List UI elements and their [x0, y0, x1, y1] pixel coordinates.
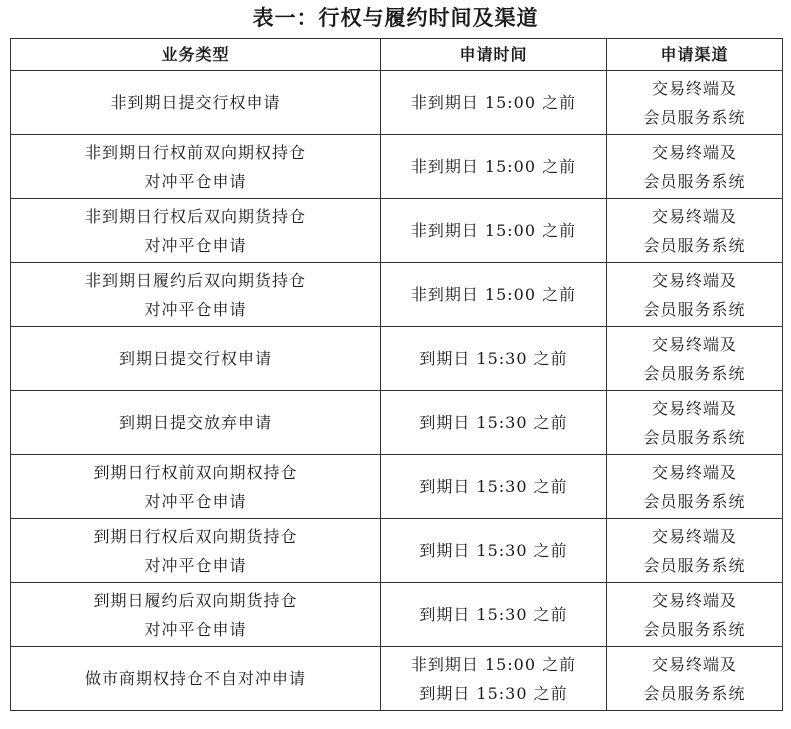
cell-text-line: 会员服务系统: [643, 619, 746, 639]
cell-text-line: 到期日 15:30 之前: [419, 605, 568, 624]
cell-text-line: 到期日 15:30 之前: [419, 477, 568, 496]
application-time-cell: [381, 71, 607, 135]
cell-text-line: 到期日 15:30 之前: [419, 541, 568, 560]
cell-text-line: 交易终端及: [651, 590, 737, 610]
application-channel-cell: [607, 647, 783, 711]
cell-text-line: 交易终端及: [651, 206, 737, 226]
table-header-row: [11, 39, 783, 71]
business-type-cell: [11, 327, 381, 391]
cell-text-line: 会员服务系统: [643, 427, 746, 447]
business-type-cell: [11, 583, 381, 647]
exercise-schedule-table: [10, 38, 783, 711]
application-channel-cell: [607, 199, 783, 263]
cell-text-line: 交易终端及: [651, 78, 737, 98]
table-row: [11, 647, 783, 711]
cell-text-line: 非到期日行权后双向期货持仓: [84, 206, 306, 226]
application-channel-cell: [607, 263, 783, 327]
application-time-cell: [381, 327, 607, 391]
application-channel-cell: [607, 519, 783, 583]
table-body: [11, 71, 783, 711]
cell-text-line: 会员服务系统: [643, 107, 746, 127]
cell-text-line: 对冲平仓申请: [144, 235, 247, 255]
cell-text-line: 到期日行权后双向期货持仓: [93, 526, 298, 546]
cell-text-line: 非到期日 15:00 之前: [410, 157, 577, 176]
cell-text-line: 对冲平仓申请: [144, 619, 247, 639]
table-row: [11, 199, 783, 263]
cell-text-line: 会员服务系统: [643, 555, 746, 575]
cell-text-line: 交易终端及: [651, 654, 737, 674]
business-type-cell: [11, 135, 381, 199]
table-row: [11, 327, 783, 391]
business-type-cell: [11, 71, 381, 135]
cell-text-line: 会员服务系统: [643, 171, 746, 191]
cell-text-line: 会员服务系统: [643, 491, 746, 511]
cell-text-line: 非到期日提交行权申请: [110, 93, 281, 112]
table-row: [11, 455, 783, 519]
application-channel-cell: [607, 455, 783, 519]
header-business-type: 业务类型: [11, 39, 381, 71]
header-application-channel: 申请渠道: [607, 39, 783, 71]
cell-text-line: 对冲平仓申请: [144, 555, 247, 575]
cell-text-line: 交易终端及: [651, 462, 737, 482]
cell-text-line: 交易终端及: [651, 526, 737, 546]
cell-text-line: 非到期日 15:00 之前: [410, 221, 577, 240]
business-type-cell: [11, 519, 381, 583]
cell-text-line: 到期日提交行权申请: [118, 349, 272, 368]
cell-text-line: 非到期日 15:00 之前: [410, 93, 577, 112]
business-type-cell: [11, 199, 381, 263]
cell-text-line: 到期日行权前双向期权持仓: [93, 462, 298, 482]
cell-text-line: 交易终端及: [651, 142, 737, 162]
application-channel-cell: [607, 71, 783, 135]
application-time-cell: [381, 455, 607, 519]
cell-text-line: 会员服务系统: [643, 363, 746, 383]
cell-text-line: 做市商期权持仓不自对冲申请: [84, 669, 306, 688]
cell-text-line: 到期日履约后双向期货持仓: [93, 590, 298, 610]
application-channel-cell: [607, 135, 783, 199]
cell-text-line: 会员服务系统: [643, 299, 746, 319]
cell-text-line: 交易终端及: [651, 398, 737, 418]
application-time-cell: [381, 135, 607, 199]
cell-text-line: 会员服务系统: [643, 235, 746, 255]
table-row: [11, 71, 783, 135]
application-channel-cell: [607, 583, 783, 647]
cell-text-line: 非到期日行权前双向期权持仓: [84, 142, 306, 162]
cell-text-line: 非到期日履约后双向期货持仓: [84, 270, 306, 290]
table-row: [11, 519, 783, 583]
cell-text-line: 到期日 15:30 之前: [419, 683, 568, 703]
application-time-cell: [381, 647, 607, 711]
cell-text-line: 会员服务系统: [643, 683, 746, 703]
application-time-cell: [381, 519, 607, 583]
cell-text-line: 对冲平仓申请: [144, 299, 247, 319]
cell-text-line: 交易终端及: [651, 334, 737, 354]
business-type-cell: [11, 455, 381, 519]
application-channel-cell: [607, 327, 783, 391]
header-application-time: 申请时间: [381, 39, 607, 71]
business-type-cell: [11, 647, 381, 711]
business-type-cell: [11, 391, 381, 455]
application-time-cell: [381, 583, 607, 647]
business-type-cell: [11, 263, 381, 327]
application-time-cell: [381, 199, 607, 263]
cell-text-line: 交易终端及: [651, 270, 737, 290]
cell-text-line: 非到期日 15:00 之前: [410, 285, 577, 304]
application-time-cell: [381, 263, 607, 327]
table-row: [11, 391, 783, 455]
application-time-cell: [381, 391, 607, 455]
cell-text-line: 非到期日 15:00 之前: [410, 654, 577, 674]
page-title: 表一：行权与履约时间及渠道: [252, 6, 539, 30]
cell-text-line: 对冲平仓申请: [144, 171, 247, 191]
cell-text-line: 到期日提交放弃申请: [118, 413, 272, 432]
table-row: [11, 263, 783, 327]
cell-text-line: 对冲平仓申请: [144, 491, 247, 511]
cell-text-line: 到期日 15:30 之前: [419, 413, 568, 432]
cell-text-line: 到期日 15:30 之前: [419, 349, 568, 368]
table-row: [11, 583, 783, 647]
application-channel-cell: [607, 391, 783, 455]
table-row: [11, 135, 783, 199]
